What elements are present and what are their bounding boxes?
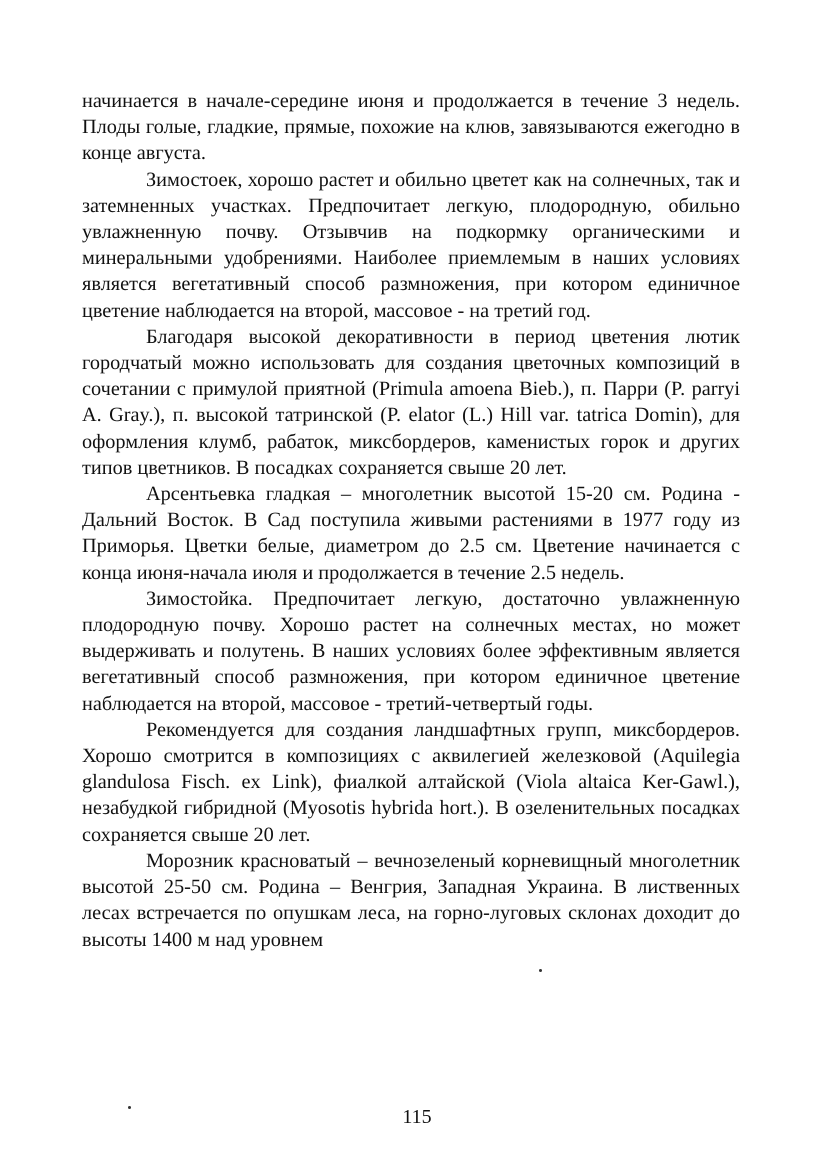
paragraph-2: Зимостоек, хорошо растет и обильно цветет как на солнечных, так и затемненных участках. Предпочитает легкую, плодородную, обильно увлажненную почву. Отзывчив на подкормку органическими и минеральными удобрениями. Наиболее приемлемым в наших условиях является вегетативный способ размножения, при котором единичное цветение наблюдается на второй, массовое - на третий год. [82,168,740,322]
paragraph-6: Рекомендуется для создания ландшафтных групп, миксбордеров. Хорошо смотрится в композициях с аквилегией железковой (Aquilegia glandulosa Fisch. ex Link), фиалкой алтайской (Viola altaica Ker-Gawl.), незабудкой гибридной (Myosotis hybrida hort.). В озеленительных посадках сохраняется свыше 20 лет. [82,718,740,846]
page-number: 115 [402,1106,432,1128]
page-body [82,88,740,953]
paragraph-5: Зимостойка. Предпочитает легкую, достаточно увлажненную плодородную почву. Хорошо растет на солнечных местах, но может выдерживать и полутень. В наших условиях более эффективным является вегетативный способ размножения, при котором единичное цветение наблюдается на второй, массовое - третий-четвертый годы. [82,587,740,715]
paragraph-3: Благодаря высокой декоративности в период цветения лютик городчатый можно использовать для создания цветочных композиций в сочетании с примулой приятной (Primula amoena Bieb.), п. Парри (P. parryi A. Gray.), п. высокой татринской (P. elator (L.) Hill var. tatrica Domin), для оформления клумб, рабаток, миксбордеров, каменистых горок и других типов цветников. В посадках сохраняется свыше 20 лет. [82,325,740,479]
paragraph-1: начинается в начале-середине июня и продолжается в течение 3 недель. Плоды голые, гладкие, прямые, похожие на клюв, завязываются ежегодно в конце августа. [82,90,740,165]
scan-speck [539,969,542,972]
paragraph-4: Арсентьевка гладкая – многолетник высотой 15-20 см. Родина - Дальний Восток. В Сад поступила живыми растениями в 1977 году из Приморья. Цветки белые, диаметром до 2.5 см. Цветение начинается с конца июня-начала июля и продолжается в течение 2.5 недель. [82,483,740,584]
paragraph-7: Морозник красноватый – вечнозеленый корневищный многолетник высотой 25-50 см. Родина – Венгрия, Западная Украина. В лиственных лесах встречается по опушкам леса, на горно-луговых склонах доходит до высоты 1400 м над уровнем [82,849,740,951]
